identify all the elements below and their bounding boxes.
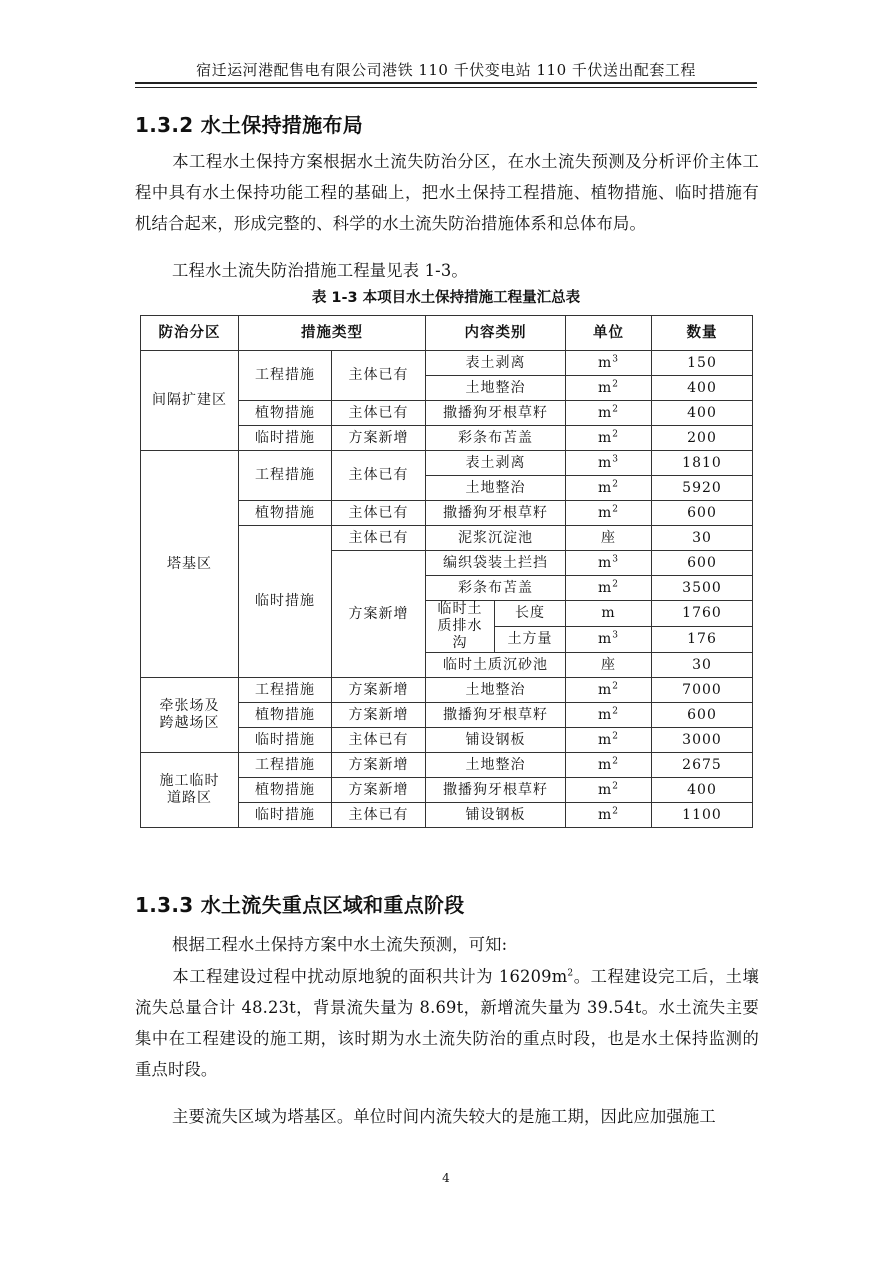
unit-cell: $m^2$	[566, 778, 652, 803]
qty-cell: 1100	[652, 803, 753, 828]
source-cell: 主体已有	[332, 351, 426, 401]
source-cell: 方案新增	[332, 551, 426, 678]
table-caption: 表 1-3 本项目水土保持措施工程量汇总表	[311, 290, 581, 306]
unit-cell: $m^2$	[566, 576, 652, 601]
unit-cell: $m^2$	[566, 501, 652, 526]
header-measure-type: 措施类型	[239, 316, 426, 351]
unit-cell: $m^3$	[566, 627, 652, 653]
qty-cell: 30	[652, 526, 753, 551]
table-row	[141, 451, 753, 476]
type-cell: 植物措施	[239, 401, 332, 426]
type-cell: 工程措施	[239, 451, 332, 501]
unit-cell: $m^2$	[566, 753, 652, 778]
qty-cell: 176	[652, 627, 753, 653]
qty-cell: 30	[652, 653, 753, 678]
type-cell: 临时措施	[239, 803, 332, 828]
unit-cell: $m^2$	[566, 376, 652, 401]
source-cell: 主体已有	[332, 803, 426, 828]
section2-paragraph-3: 主要流失区域为塔基区。单位时间内流失较大的是施工期，因此应加强施工	[172, 1107, 716, 1126]
type-cell: 工程措施	[239, 351, 332, 401]
type-cell: 工程措施	[239, 753, 332, 778]
header-rule-thick	[135, 82, 757, 84]
unit-cell: $m^2$	[566, 476, 652, 501]
source-cell: 主体已有	[332, 728, 426, 753]
section1-paragraph-1: 本工程水土保持方案根据水土流失防治分区，在水土流失预测及分析评价主体工程中具有水土保持功能工程的基础上，把水土保持工程措施、植物措施、临时措施有机结合起来，形成完整的、科学的水土流失防治措施体系和总体布局。	[135, 152, 759, 233]
content-cell: 彩条布苫盖	[426, 576, 566, 601]
qty-cell: 5920	[652, 476, 753, 501]
qty-cell: 3500	[652, 576, 753, 601]
qty-cell: 1760	[652, 601, 753, 627]
zone-cell: 施工临时 道路区	[141, 753, 239, 828]
qty-cell: 600	[652, 501, 753, 526]
section1-paragraph-2: 工程水土流失防治措施工程量见表 1-3。	[172, 261, 468, 280]
section-heading-1-3-2: 1.3.2 水土保持措施布局	[135, 113, 364, 137]
qty-cell: 600	[652, 551, 753, 576]
content-cell: 铺设钢板	[426, 803, 566, 828]
content-cell: 编织袋装土拦挡	[426, 551, 566, 576]
unit-cell: $m^2$	[566, 803, 652, 828]
unit-cell: $m^2$	[566, 728, 652, 753]
unit-cell: $m^2$	[566, 703, 652, 728]
source-cell: 方案新增	[332, 426, 426, 451]
content-cell: 临时土质沉砂池	[426, 653, 566, 678]
unit-cell: $m^2$	[566, 426, 652, 451]
type-cell: 临时措施	[239, 728, 332, 753]
content-group-cell: 临时土 质排水 沟	[426, 601, 495, 653]
source-cell: 主体已有	[332, 526, 426, 551]
unit-cell: 座	[566, 526, 652, 551]
content-cell: 彩条布苫盖	[426, 426, 566, 451]
content-cell: 土方量	[495, 627, 566, 653]
content-cell: 土地整治	[426, 376, 566, 401]
source-cell: 主体已有	[332, 401, 426, 426]
zone-cell: 间隔扩建区	[141, 351, 239, 451]
table-row	[141, 678, 753, 703]
header-quantity: 数量	[652, 316, 753, 351]
content-cell: 长度	[495, 601, 566, 627]
content-cell: 撒播狗牙根草籽	[426, 501, 566, 526]
source-cell: 主体已有	[332, 501, 426, 526]
unit-cell: $m^3$	[566, 351, 652, 376]
content-cell: 土地整治	[426, 476, 566, 501]
section2-paragraph-1: 根据工程水土保持方案中水土流失预测，可知:	[172, 935, 508, 954]
source-cell: 方案新增	[332, 753, 426, 778]
header-rule-thin	[135, 87, 757, 88]
type-cell: 植物措施	[239, 703, 332, 728]
qty-cell: 7000	[652, 678, 753, 703]
content-cell: 铺设钢板	[426, 728, 566, 753]
unit-cell: m	[566, 601, 652, 627]
section-heading-1-3-3: 1.3.3 水土流失重点区域和重点阶段	[135, 893, 465, 917]
content-cell: 撒播狗牙根草籽	[426, 778, 566, 803]
section2-paragraph-2: 本工程建设过程中扰动原地貌的面积共计为 $16209m^2$。工程建设完工后，土壤流失总量合计 48.23t，背景流失量为 8.69t，新增流失量为 39.54t。水土流失主要集中在工程建设的施工期，该时期为水土流失防治的重点时段，也是水土保持监测的重点时段。	[135, 967, 760, 1079]
content-cell: 土地整治	[426, 753, 566, 778]
unit-cell: $m^3$	[566, 551, 652, 576]
page-header: 宿迁运河港配售电有限公司港铁 110 千伏变电站 110 千伏送出配套工程	[196, 61, 696, 79]
content-cell: 撒播狗牙根草籽	[426, 401, 566, 426]
unit-cell: $m^2$	[566, 678, 652, 703]
header-unit: 单位	[566, 316, 652, 351]
source-cell: 方案新增	[332, 703, 426, 728]
content-cell: 撒播狗牙根草籽	[426, 703, 566, 728]
qty-cell: 400	[652, 778, 753, 803]
qty-cell: 200	[652, 426, 753, 451]
content-cell: 表土剥离	[426, 351, 566, 376]
table-row	[141, 753, 753, 778]
qty-cell: 400	[652, 376, 753, 401]
type-cell: 临时措施	[239, 526, 332, 678]
table-row	[141, 351, 753, 376]
measures-table	[140, 315, 753, 828]
type-cell: 植物措施	[239, 778, 332, 803]
qty-cell: 3000	[652, 728, 753, 753]
qty-cell: 400	[652, 401, 753, 426]
unit-cell: $m^3$	[566, 451, 652, 476]
zone-cell: 牵张场及 跨越场区	[141, 678, 239, 753]
unit-cell: $m^2$	[566, 401, 652, 426]
type-cell: 工程措施	[239, 678, 332, 703]
zone-cell: 塔基区	[141, 451, 239, 678]
content-cell: 表土剥离	[426, 451, 566, 476]
type-cell: 植物措施	[239, 501, 332, 526]
qty-cell: 1810	[652, 451, 753, 476]
qty-cell: 600	[652, 703, 753, 728]
content-cell: 泥浆沉淀池	[426, 526, 566, 551]
source-cell: 方案新增	[332, 678, 426, 703]
table-header-row	[141, 316, 753, 351]
qty-cell: 150	[652, 351, 753, 376]
unit-cell: 座	[566, 653, 652, 678]
qty-cell: 2675	[652, 753, 753, 778]
header-zone: 防治分区	[141, 316, 239, 351]
source-cell: 主体已有	[332, 451, 426, 501]
page-number: 4	[442, 1171, 450, 1185]
source-cell: 方案新增	[332, 778, 426, 803]
content-cell: 土地整治	[426, 678, 566, 703]
header-content: 内容类别	[426, 316, 566, 351]
type-cell: 临时措施	[239, 426, 332, 451]
